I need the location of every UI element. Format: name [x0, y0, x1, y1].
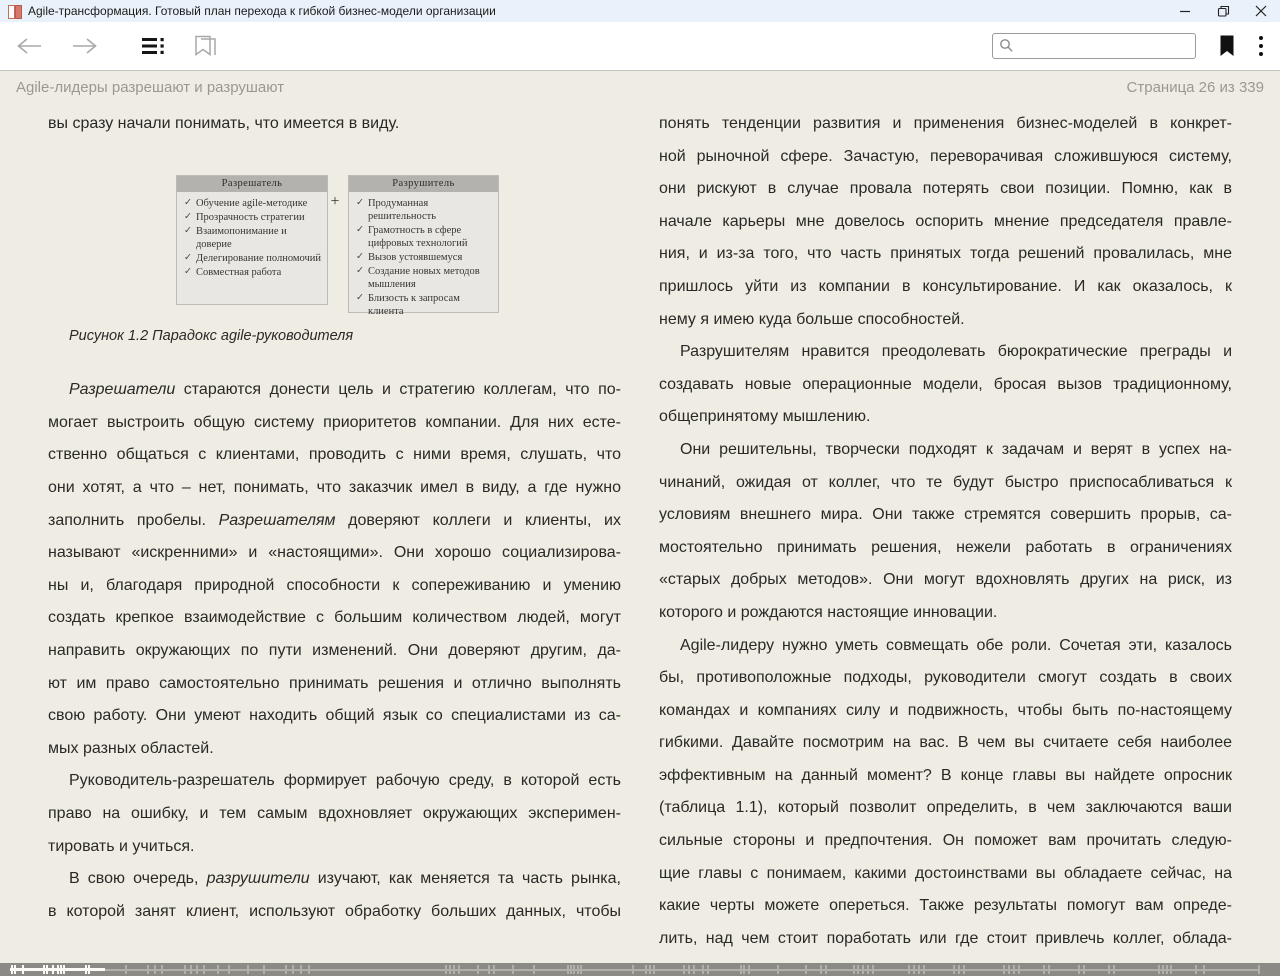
progress-tick [702, 965, 704, 974]
progress-tick-done [60, 965, 62, 974]
progress-tick [857, 965, 859, 974]
text-line: лить, над чем стоит поработать или где стоит привлечь коллег, облада- [659, 929, 1232, 947]
figure-box-enabler-title: Разрешатель [177, 176, 327, 192]
progress-tick [1003, 965, 1005, 974]
progress-tick [203, 965, 205, 974]
progress-tick-done [57, 965, 59, 974]
text-line: создавать новые операционные модели, бросая вызов традиционному, [659, 375, 1232, 393]
progress-tick [577, 965, 579, 974]
page-indicator: Страница 26 из 339 [1126, 79, 1264, 96]
figure-list-item: ✓ Продуманная решительность [356, 197, 437, 222]
progress-tick [918, 965, 920, 974]
text-line: командах и компаниях силу и подвижность, чтобы быть по-настоящему [659, 701, 1232, 719]
progress-tick [777, 965, 779, 974]
progress-tick [300, 965, 302, 974]
window-title: Agile-трансформация. Готовый план перехода к гибкой бизнес-модели организации [28, 4, 496, 18]
text-line: сильные стороны и предпочтения. Он поможет вам прочитать следую- [659, 832, 1232, 850]
progress-tick [693, 965, 695, 974]
text-line: заполнить пробелы. Разрешателям доверяют коллеги и клиенты, их [48, 511, 621, 529]
progress-tick [1083, 965, 1085, 974]
text-line: общепринятому мышлению. [659, 408, 871, 426]
progress-tick [453, 965, 455, 974]
progress-tick [632, 965, 634, 974]
progress-tick [184, 965, 186, 974]
figure-list-item: ✓ Обучение agile-методике [184, 197, 308, 209]
text-line: гибкими. Давайте посмотрим на вас. В чем вы считаете себя наиболее [659, 734, 1232, 752]
progress-tick [445, 965, 447, 974]
text-line: условиям внешнего мира. Они также стремятся совершить прорыв, са- [659, 506, 1232, 524]
minimize-icon[interactable] [1166, 0, 1204, 22]
progress-tick-done [85, 965, 87, 974]
progress-tick [908, 965, 910, 974]
text-line: Они решительны, творчески подходят к задачам и верят в успех на- [680, 440, 1232, 458]
forward-icon[interactable] [70, 34, 100, 58]
figure-box-enabler-items [177, 192, 327, 279]
window-controls [1166, 0, 1280, 22]
progress-tick [247, 965, 249, 974]
text-line: Руководитель-разрешатель формирует рабочую среду, в которой есть [69, 772, 621, 790]
progress-tick-done [52, 965, 54, 974]
progress-tick [493, 965, 495, 974]
check-icon: ✓ [356, 292, 364, 303]
right-column [659, 108, 1232, 955]
progress-tick-done [43, 965, 45, 974]
progress-tick [512, 965, 514, 974]
figure-box-disruptor-title: Разрушитель [349, 176, 498, 192]
check-icon: ✓ [184, 197, 192, 208]
check-icon: ✓ [356, 251, 364, 262]
progress-tick [308, 965, 310, 974]
progress-tick [285, 965, 287, 974]
progress-tick [217, 965, 219, 974]
search-input[interactable] [992, 33, 1196, 59]
progress-tick [649, 965, 651, 974]
figure-list-item: ✓ Совместная работа [184, 266, 282, 278]
progress-tick [125, 965, 127, 974]
check-icon: ✓ [184, 211, 192, 222]
check-icon: ✓ [356, 197, 364, 208]
progress-tick [867, 965, 869, 974]
toolbar [0, 22, 1280, 71]
text-line: называют «искренними» и «настоящими». Они хорошо социализирова- [48, 544, 621, 562]
text-line: ны и, благодаря природной способности к сопереживанию и умению [48, 576, 621, 594]
text-line: понять тенденции развития и применения бизнес-моделей в конкрет- [659, 115, 1232, 132]
progress-tick [913, 965, 915, 974]
progress-tick [1170, 965, 1172, 974]
progress-tick [533, 965, 535, 974]
progress-tick-done [22, 965, 24, 974]
text-line: какие черты можете опереться. Также результаты помогут вам опреде- [659, 897, 1232, 915]
progress-tick [743, 965, 745, 974]
figure-list-item: ✓ Создание новых методов мышления [356, 265, 480, 290]
progress-tick [825, 965, 827, 974]
progress-tick [1166, 965, 1168, 974]
progress-tick [872, 965, 874, 974]
progress-tick-done [88, 965, 90, 974]
progress-tick [953, 965, 955, 974]
text-line: тировать и учиться. [48, 837, 195, 855]
progress-tick [707, 965, 709, 974]
progress-tick [740, 965, 742, 974]
progress-tick [570, 965, 572, 974]
progress-tick [1018, 965, 1020, 974]
figure-box-disruptor [348, 175, 499, 317]
progress-tick [292, 965, 294, 974]
figure-list-item: ✓ Взаимопонимание и доверие [184, 225, 287, 250]
figure-plus-sign: + [330, 192, 340, 210]
check-icon: ✓ [184, 225, 192, 236]
progress-tick [147, 965, 149, 974]
progress-tick [805, 965, 807, 974]
text-line: право на ошибку, и тем самым вдохновляет окружающих эксперимен- [48, 804, 621, 822]
figure-list-item: ✓ Делегирование полномочий [184, 252, 322, 264]
progress-tick-done [63, 965, 65, 974]
progress-tick [958, 965, 960, 974]
progress-tick [449, 965, 451, 974]
title-bar [0, 0, 1280, 22]
text-line: направить окружающих по пути изменений. Они доверяют другим, да- [48, 641, 621, 659]
progress-tick [1013, 965, 1015, 974]
progress-tick [477, 965, 479, 974]
text-line: эффективным на данный момент? В конце главы вы найдете опросник [659, 766, 1232, 784]
progress-tick [1108, 965, 1110, 974]
progress-tick [154, 965, 156, 974]
progress-tick [683, 965, 685, 974]
overflow-menu-icon[interactable] [1258, 35, 1264, 57]
progress-tick [862, 965, 864, 974]
progress-tick [748, 965, 750, 974]
progress-tick [1048, 965, 1050, 974]
text-line: мостоятельно принимать решения, нежели работать в ограничениях [659, 538, 1232, 556]
progress-tick [1203, 965, 1205, 974]
close-icon[interactable] [1242, 0, 1280, 22]
restore-icon[interactable] [1204, 0, 1242, 22]
back-icon[interactable] [14, 34, 44, 58]
progress-tick [1158, 965, 1160, 974]
bookmark-filled-icon[interactable] [1218, 34, 1236, 58]
progress-tick [820, 965, 822, 974]
left-column [48, 108, 621, 928]
progress-tick [645, 965, 647, 974]
figure-box-enabler [176, 175, 328, 305]
figure-caption: Рисунок 1.2 Парадокс agile-руководителя [69, 327, 354, 344]
text-line: щие главы с понимаем, какими достоинствами вы обладаете сейчас, на [659, 864, 1232, 882]
progress-tick [853, 965, 855, 974]
progress-tick [161, 965, 163, 974]
progress-tick [567, 965, 569, 974]
text-line: Разрушителям нравится преодолевать бюрократические преграды и [680, 343, 1232, 361]
text-line: вы сразу начали понимать, что имеется в виду. [48, 115, 400, 132]
progress-tick [228, 965, 230, 974]
bookmarks-outline-icon[interactable] [192, 33, 218, 59]
text-line: пришлось уйти из компании в консультирование. И как оказалось, к [659, 277, 1232, 295]
check-icon: ✓ [356, 224, 364, 235]
left-column-intro [48, 108, 621, 141]
figure-list-item: ✓ Грамотность в сфере цифровых технологий [356, 224, 468, 249]
chapter-title: Agile-лидеры разрешают и разрушают [16, 79, 285, 96]
check-icon: ✓ [184, 252, 192, 263]
progress-tick [190, 965, 192, 974]
progress-tick-done [14, 965, 16, 974]
progress-tick [1258, 965, 1260, 974]
text-line: мых разных областей. [48, 739, 214, 757]
text-line: они хотят, а что – нет, понимать, что заказчик имел в виду, а где нужно [48, 478, 621, 496]
text-line: в которой занят клиент, используют обработку больших данных, чтобы [48, 902, 621, 920]
page-header [16, 79, 1264, 96]
progress-tick [653, 965, 655, 974]
progress-tick [1195, 965, 1197, 974]
progress-tick-done [11, 965, 13, 974]
text-line: В свою очередь, разрушители изучают, как меняется та часть рынка, [69, 870, 621, 888]
text-line: свою работу. Они умеют находить общий язык со специалистами из са- [48, 707, 621, 725]
progress-tick [458, 965, 460, 974]
app-book-icon [8, 4, 21, 18]
contents-icon[interactable] [140, 35, 166, 57]
search-box [992, 33, 1196, 59]
progress-tick [1043, 965, 1045, 974]
text-line: могает выстроить общую систему приоритетов компании. Для них есте- [48, 413, 621, 431]
progress-tick [1008, 965, 1010, 974]
toolbar-right-group [992, 33, 1280, 59]
check-icon: ✓ [184, 266, 192, 277]
text-line: (таблица 1.1), который позволит определить, в чем заключаются ваши [659, 799, 1232, 817]
figure-box-disruptor-items [349, 192, 498, 318]
text-line: Разрешатели стараются донести цель и стратегию коллегам, что по- [69, 381, 621, 399]
progress-tick [263, 965, 265, 974]
text-line: ния, и из-за того, что часть принятых тогда решений провалилась, мне [659, 245, 1232, 263]
toolbar-left-group [0, 33, 218, 59]
text-line: нему я имею куда больше способностей. [659, 310, 965, 328]
progress-tick [1078, 965, 1080, 974]
text-line: ственно общаться с клиентами, проводить с ними время, слушать, что [48, 446, 621, 464]
progress-tick [573, 965, 575, 974]
text-line: Agile-лидеру нужно уметь совмещать обе роли. Сочетая эти, казалось [680, 636, 1232, 654]
text-line: они рискуют в случае провала потерять свои позиции. Помню, как в [659, 180, 1232, 198]
figure-list-item: ✓ Прозрачность стратегии [184, 211, 305, 223]
text-line: «старых добрых методов». Они могут вдохновлять других на риск, из [659, 571, 1232, 589]
figure-paradox [48, 175, 621, 317]
progress-tick [580, 965, 582, 974]
check-icon: ✓ [356, 265, 364, 276]
left-column-body [48, 374, 621, 928]
progress-tick [1162, 965, 1164, 974]
text-line: бы, противоположные подходы, руководители смогут создать в своих [659, 669, 1232, 687]
text-line: чинаний, ожидая от коллег, что те будут быстро приспосабливаться к [659, 473, 1232, 491]
text-line: ной рыночной сфере. Зачастую, переворачивая сложившуюся систему, [659, 147, 1232, 165]
progress-tick [963, 965, 965, 974]
text-line: которого и рождаются настоящие инновации. [659, 603, 998, 621]
text-line: создать крепкое взаимодействие с большим количеством людей, могут [48, 609, 621, 627]
progress-tick [1113, 965, 1115, 974]
search-icon [999, 38, 1014, 58]
text-line: ют им право самостоятельно принимать решения и отлично выполнять [48, 674, 621, 692]
figure-list-item: ✓ Вызов устоявшемуся [356, 251, 463, 263]
progress-tick [488, 965, 490, 974]
progress-tick [196, 965, 198, 974]
progress-tick [923, 965, 925, 974]
text-line: начале карьеры мне довелось оспорить мнение председателя правле- [659, 212, 1232, 230]
figure-list-item: ✓ Близость к запросам клиента [356, 292, 460, 317]
progress-tick-done [46, 965, 48, 974]
progress-bar[interactable] [0, 963, 1280, 976]
progress-tick [688, 965, 690, 974]
